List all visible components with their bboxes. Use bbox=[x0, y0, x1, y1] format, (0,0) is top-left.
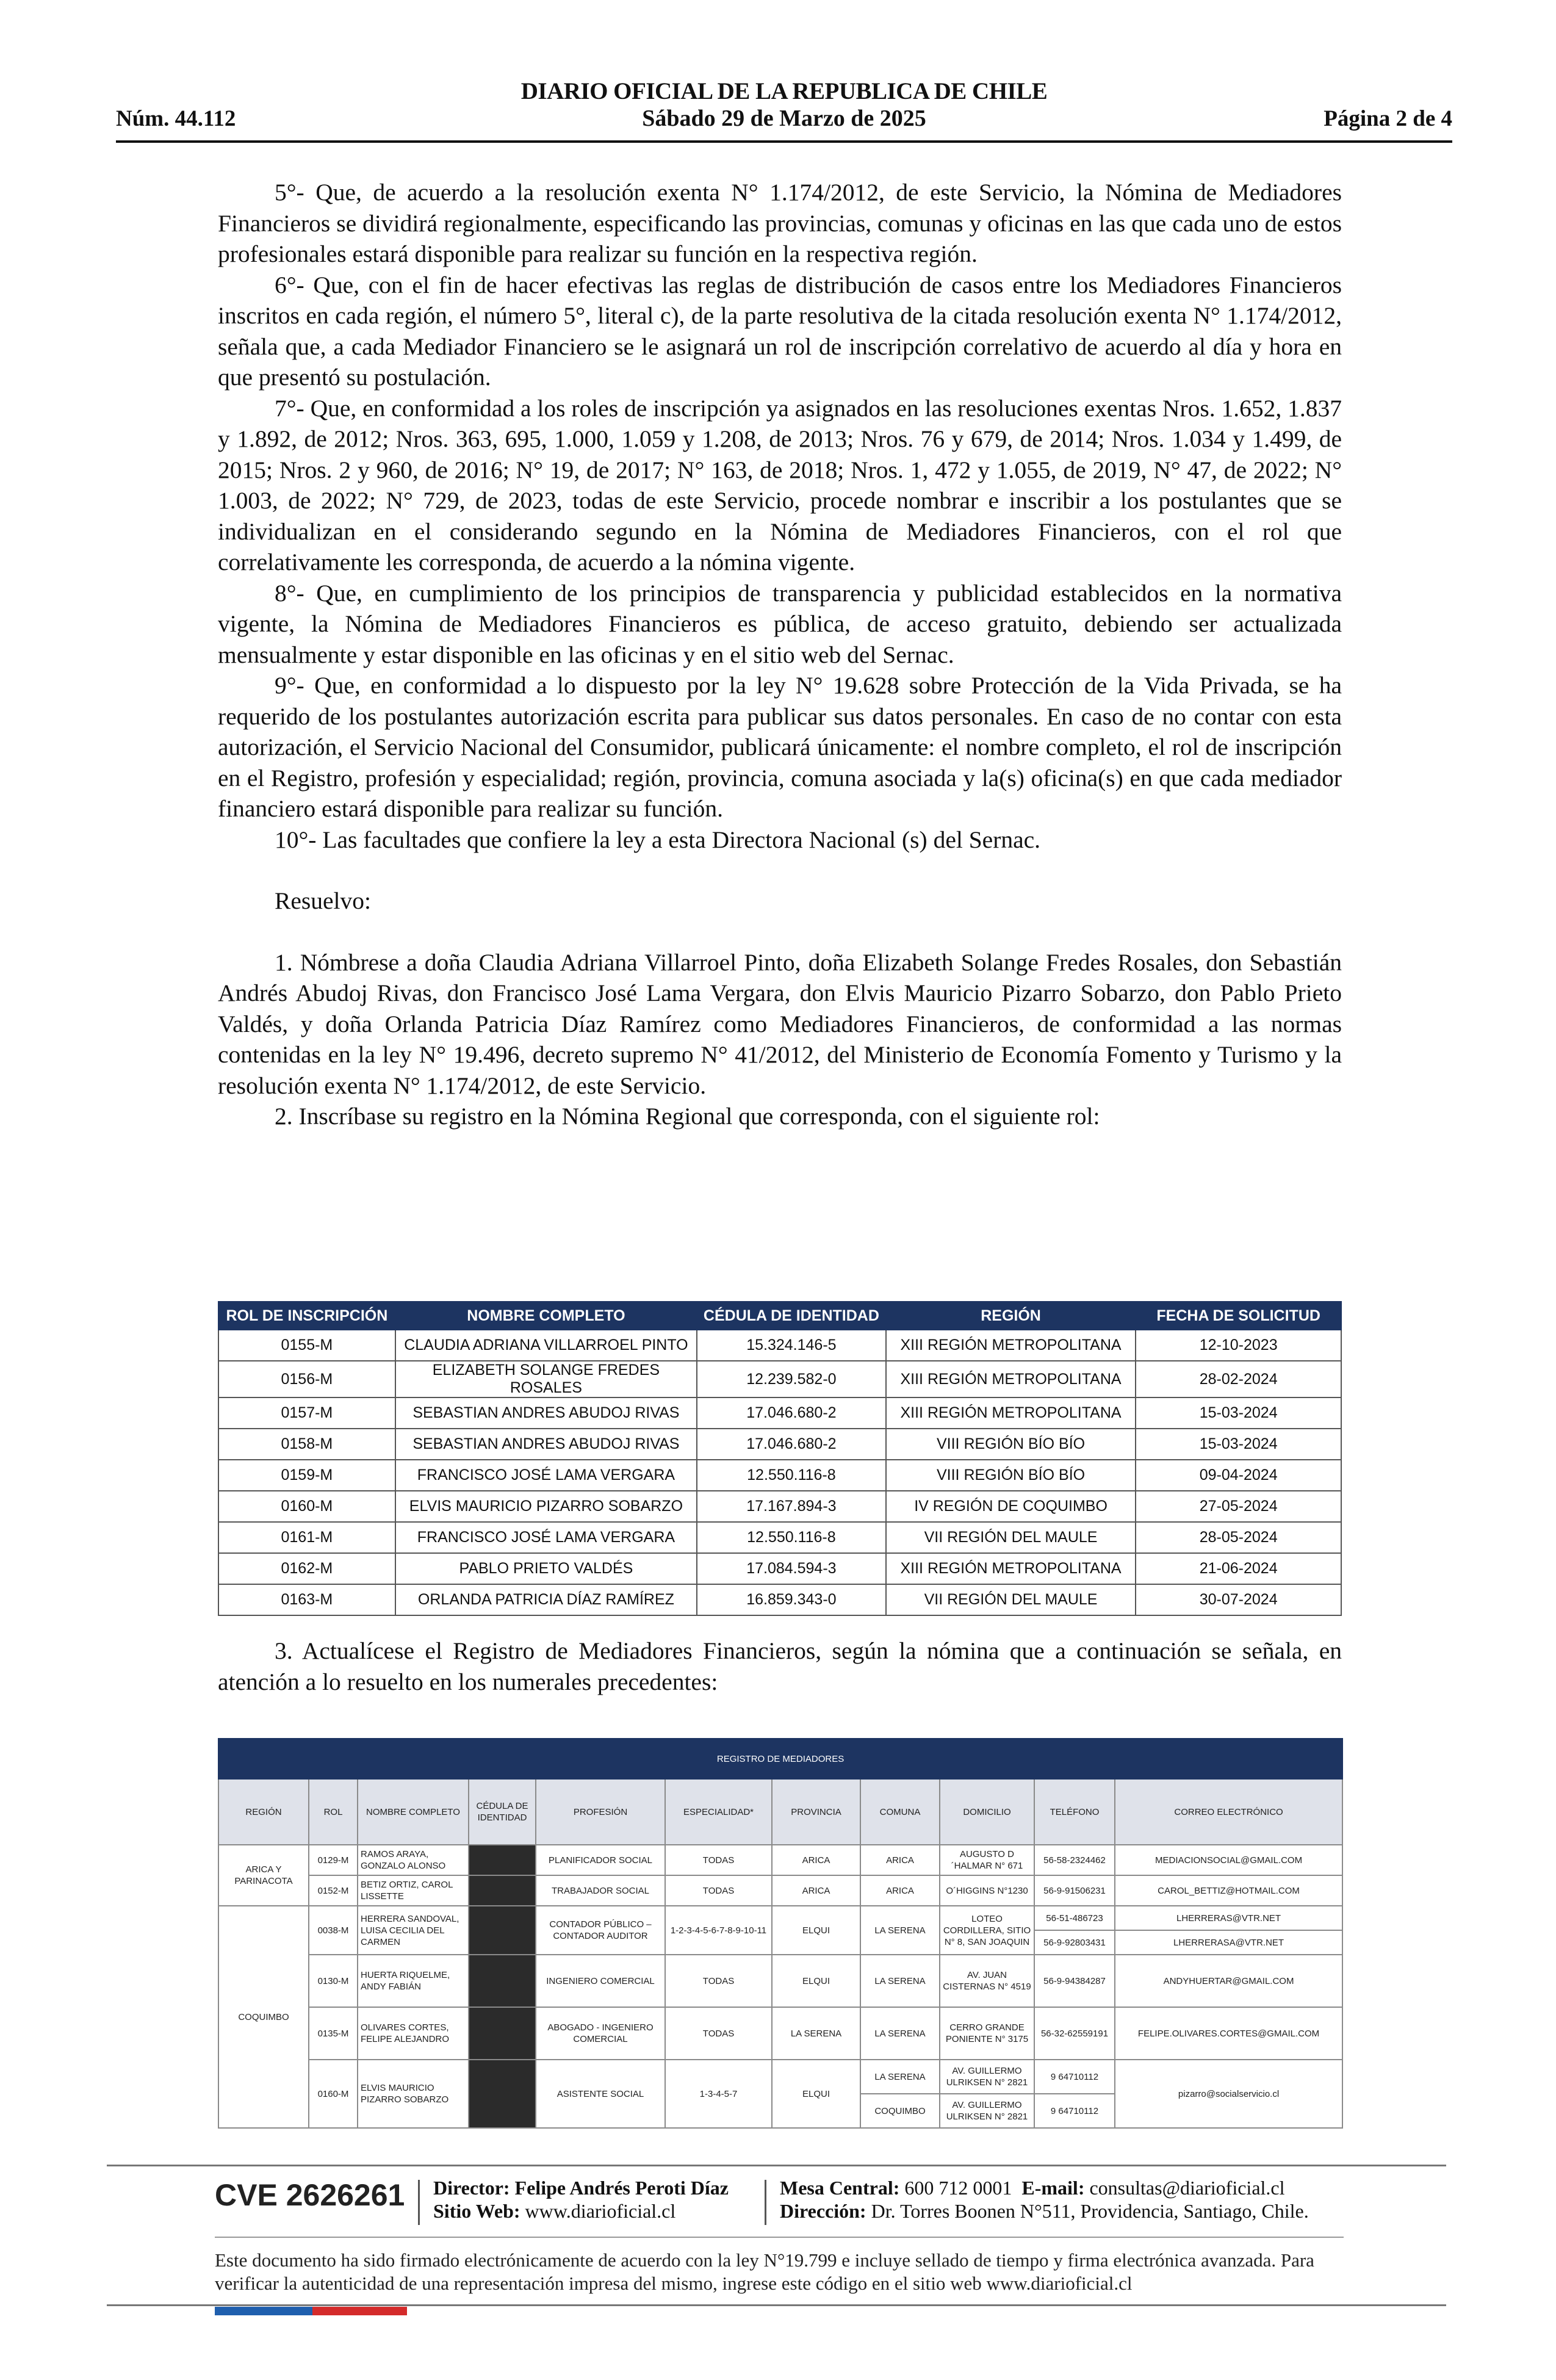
cell-cedula-redacted bbox=[469, 1875, 536, 1906]
cell-cedula: 12.550.116-8 bbox=[697, 1460, 886, 1491]
registry-title: REGISTRO DE MEDIADORES bbox=[218, 1739, 1342, 1779]
cell-especialidad: TODAS bbox=[665, 1845, 772, 1875]
cell-region: XIII REGIÓN METROPOLITANA bbox=[886, 1361, 1136, 1397]
cell-cedula: 16.859.343-0 bbox=[697, 1584, 886, 1615]
cell-nombre: FRANCISCO JOSÉ LAMA VERGARA bbox=[395, 1460, 697, 1491]
cell-profesion: ASISTENTE SOCIAL bbox=[536, 2060, 665, 2128]
column-header: ROL DE INSCRIPCIÓN bbox=[218, 1302, 395, 1330]
issue-number: Núm. 44.112 bbox=[116, 106, 236, 131]
cell-domicilio: O´HIGGINS N°1230 bbox=[940, 1875, 1034, 1906]
table-row bbox=[218, 1522, 1341, 1553]
cell-region: VIII REGIÓN BÍO BÍO bbox=[886, 1429, 1136, 1460]
column-header: ROL bbox=[309, 1779, 358, 1845]
column-header: NOMBRE COMPLETO bbox=[395, 1302, 697, 1330]
cell-fecha: 27-05-2024 bbox=[1136, 1491, 1341, 1522]
cell-cedula-redacted bbox=[469, 1955, 536, 2007]
cell-cedula-redacted bbox=[469, 2007, 536, 2060]
column-header: CÉDULA DE IDENTIDAD bbox=[697, 1302, 886, 1330]
registry-table bbox=[218, 1738, 1343, 2129]
table-row bbox=[218, 2060, 1342, 2094]
table-header-row bbox=[218, 1779, 1342, 1845]
page-number: Página 2 de 4 bbox=[1324, 106, 1452, 131]
cell-rol: 0160-M bbox=[218, 1491, 395, 1522]
paragraph-7: 7°- Que, en conformidad a los roles de inscripción ya asignados en las resoluciones exentas Nros. 1.652, 1.837 y 1.892, de 2012; Nros. 363, 695, 1.000, 1.059 y 1.208, de 2013; Nros. 76 y 679, de 2014; Nros. 1.034 y 1.499, de 2015; Nros. 2 y 960, de 2016; N° 19, de 2017; N° 163, de 2018; Nros. 1, 472 y 1.055, de 2019, N° 47, de 2022; N° 1.003, de 2022; N° 729, de 2023, todas de este Servicio, procede nombrar e inscribir a los postulantes que se individualizan en el considerando segundo en la Nómina de Mediadores Financieros, con el rol que correlativamente les corresponda, de acuerdo a la nómina vigente. bbox=[218, 394, 1342, 575]
cell-rol: 0163-M bbox=[218, 1584, 395, 1615]
director-label: Director: bbox=[433, 2177, 510, 2199]
mesa-phone: 600 712 0001 bbox=[904, 2177, 1012, 2199]
resolution-3-block bbox=[218, 1635, 1342, 1697]
resolution-3: 3. Actualícese el Registro de Mediadores Financieros, según la nómina que a continuación se señala, en atención a lo resuelto en los numerales precedentes: bbox=[218, 1637, 1342, 1695]
cell-nombre: CLAUDIA ADRIANA VILLARROEL PINTO bbox=[395, 1330, 697, 1361]
cell-fecha: 28-05-2024 bbox=[1136, 1522, 1341, 1553]
cell-nombre: FRANCISCO JOSÉ LAMA VERGARA bbox=[395, 1522, 697, 1553]
address: Dr. Torres Boonen N°511, Providencia, Santiago, Chile. bbox=[871, 2200, 1309, 2222]
cell-nombre: RAMOS ARAYA, GONZALO ALONSO bbox=[358, 1845, 469, 1875]
table-header-row bbox=[218, 1302, 1341, 1330]
cell-comuna: ARICA bbox=[860, 1875, 940, 1906]
cell-cedula: 12.550.116-8 bbox=[697, 1522, 886, 1553]
masthead-title: DIARIO OFICIAL DE LA REPUBLICA DE CHILE bbox=[520, 78, 1048, 104]
cell-comuna: LA SERENA bbox=[860, 2007, 940, 2060]
cell-rol: 0161-M bbox=[218, 1522, 395, 1553]
table-row bbox=[218, 1875, 1342, 1906]
cell-profesion: TRABAJADOR SOCIAL bbox=[536, 1875, 665, 1906]
column-header: REGIÓN bbox=[218, 1779, 309, 1845]
cell-rol: 0038-M bbox=[309, 1906, 358, 1955]
cell-correo: FELIPE.OLIVARES.CORTES@GMAIL.COM bbox=[1115, 2007, 1342, 2060]
cell-comuna: LA SERENA bbox=[860, 1955, 940, 2007]
address-label: Dirección: bbox=[780, 2200, 866, 2222]
flag-bar-red bbox=[312, 2307, 407, 2315]
page-header bbox=[116, 78, 1452, 143]
cell-telefono: 56-58-2324462 bbox=[1034, 1845, 1115, 1875]
footer-divider-bottom bbox=[107, 2304, 1446, 2306]
masthead bbox=[116, 78, 1452, 132]
column-header: PROVINCIA bbox=[772, 1779, 860, 1845]
cell-cedula: 17.046.680-2 bbox=[697, 1397, 886, 1429]
cell-rol: 0135-M bbox=[309, 2007, 358, 2060]
footer-divider-mid bbox=[215, 2237, 1344, 2238]
cell-rol: 0159-M bbox=[218, 1460, 395, 1491]
cell-cedula-redacted bbox=[469, 1845, 536, 1875]
cell-especialidad: 1-3-4-5-7 bbox=[665, 2060, 772, 2128]
cell-nombre: HERRERA SANDOVAL, LUISA CECILIA DEL CARMEN bbox=[358, 1906, 469, 1955]
table-row bbox=[218, 1553, 1341, 1584]
cell-rol: 0156-M bbox=[218, 1361, 395, 1397]
cell-telefono: 9 64710112 bbox=[1034, 2060, 1115, 2094]
cell-region: VII REGIÓN DEL MAULE bbox=[886, 1584, 1136, 1615]
footer-separator bbox=[418, 2180, 420, 2225]
cell-nombre: ELVIS MAURICIO PIZARRO SOBARZO bbox=[358, 2060, 469, 2128]
cell-region: VII REGIÓN DEL MAULE bbox=[886, 1522, 1136, 1553]
cell-region: ARICA Y PARINACOTA bbox=[218, 1845, 309, 1906]
paragraph-6: 6°- Que, con el fin de hacer efectivas las reglas de distribución de casos entre los Mediadores Financieros inscritos en cada región, el número 5°, literal c), de la parte resolutiva de la citada resolución exenta N° 1.174/2012, señala que, a cada Mediador Financiero se le asignará un rol de inscripción correlativo de acuerdo al día y hora en que presentó su postulación. bbox=[218, 271, 1342, 391]
cell-nombre: OLIVARES CORTES, FELIPE ALEJANDRO bbox=[358, 2007, 469, 2060]
cell-nombre: ELVIS MAURICIO PIZARRO SOBARZO bbox=[395, 1491, 697, 1522]
cell-cedula: 12.239.582-0 bbox=[697, 1361, 886, 1397]
paragraph-10: 10°- Las facultades que confiere la ley a esta Directora Nacional (s) del Sernac. bbox=[275, 826, 1041, 853]
cell-comuna: LA SERENA bbox=[860, 1906, 940, 1955]
cell-rol: 0158-M bbox=[218, 1429, 395, 1460]
column-header: REGIÓN bbox=[886, 1302, 1136, 1330]
column-header: CORREO ELECTRÓNICO bbox=[1115, 1779, 1342, 1845]
cell-region: VIII REGIÓN BÍO BÍO bbox=[886, 1460, 1136, 1491]
cell-telefono: 9 64710112 bbox=[1034, 2094, 1115, 2128]
cell-domicilio: AV. JUAN CISTERNAS N° 4519 bbox=[940, 1955, 1034, 2007]
column-header: DOMICILIO bbox=[940, 1779, 1034, 1845]
cell-provincia: ELQUI bbox=[772, 1955, 860, 2007]
cell-nombre: ELIZABETH SOLANGE FREDES ROSALES bbox=[395, 1361, 697, 1397]
paragraph-9: 9°- Que, en conformidad a lo dispuesto por la ley N° 19.628 sobre Protección de la Vida Privada, se ha requerido de los postulantes autorización escrita para publicar sus datos personales. En caso de no contar con esta autorización, el Servicio Nacional del Consumidor, publicará únicamente: el nombre completo, el rol de inscripción en el Registro, profesión y especialidad; región, provincia, comuna asociada y la(s) oficina(s) en que cada mediador financiero estará disponible para realizar su función. bbox=[218, 672, 1342, 822]
cell-domicilio: AV. GUILLERMO ULRIKSEN N° 2821 bbox=[940, 2094, 1034, 2128]
column-header: NOMBRE COMPLETO bbox=[358, 1779, 469, 1845]
cell-nombre: HUERTA RIQUELME, ANDY FABIÁN bbox=[358, 1955, 469, 2007]
cell-rol: 0130-M bbox=[309, 1955, 358, 2007]
cell-nombre: ORLANDA PATRICIA DÍAZ RAMÍREZ bbox=[395, 1584, 697, 1615]
cell-fecha: 12-10-2023 bbox=[1136, 1330, 1341, 1361]
resuelvo-heading: Resuelvo: bbox=[275, 887, 371, 914]
cell-telefono: 56-9-91506231 bbox=[1034, 1875, 1115, 1906]
cell-correo: LHERRERAS@VTR.NET bbox=[1115, 1906, 1342, 1930]
table-row bbox=[218, 1491, 1341, 1522]
table-row bbox=[218, 1429, 1341, 1460]
cell-rol: 0157-M bbox=[218, 1397, 395, 1429]
cell-telefono: 56-51-486723 bbox=[1034, 1906, 1115, 1930]
mesa-label: Mesa Central: bbox=[780, 2177, 900, 2199]
flag-bar-blue bbox=[215, 2307, 312, 2315]
cell-fecha: 15-03-2024 bbox=[1136, 1429, 1341, 1460]
cell-telefono: 56-9-94384287 bbox=[1034, 1955, 1115, 2007]
cell-region: XIII REGIÓN METROPOLITANA bbox=[886, 1397, 1136, 1429]
cell-correo: CAROL_BETTIZ@HOTMAIL.COM bbox=[1115, 1875, 1342, 1906]
cell-telefono: 56-9-92803431 bbox=[1034, 1930, 1115, 1955]
cell-profesion: CONTADOR PÚBLICO – CONTADOR AUDITOR bbox=[536, 1906, 665, 1955]
cell-correo: pizarro@socialservicio.cl bbox=[1115, 2060, 1342, 2128]
paragraph-8: 8°- Que, en cumplimiento de los principios de transparencia y publicidad establecidos en la normativa vigente, la Nómina de Mediadores Financieros es pública, de acceso gratuito, debiendo ser actualizada mensualmente y estar disponible en las oficinas y en el sitio web del Sernac. bbox=[218, 579, 1342, 668]
cell-cedula: 17.046.680-2 bbox=[697, 1429, 886, 1460]
cell-cedula: 15.324.146-5 bbox=[697, 1330, 886, 1361]
cell-domicilio: AUGUSTO D´HALMAR N° 671 bbox=[940, 1845, 1034, 1875]
web-link[interactable]: www.diarioficial.cl bbox=[525, 2200, 676, 2222]
cell-nombre: PABLO PRIETO VALDÉS bbox=[395, 1553, 697, 1584]
resolution-2: 2. Inscríbase su registro en la Nómina Regional que corresponda, con el siguiente rol: bbox=[275, 1103, 1100, 1130]
masthead-date: Sábado 29 de Marzo de 2025 bbox=[642, 106, 926, 131]
cell-correo: ANDYHUERTAR@GMAIL.COM bbox=[1115, 1955, 1342, 2007]
cell-profesion: ABOGADO - INGENIERO COMERCIAL bbox=[536, 2007, 665, 2060]
cell-especialidad: 1-2-3-4-5-6-7-8-9-10-11 bbox=[665, 1906, 772, 1955]
roles-table bbox=[218, 1301, 1342, 1616]
cell-rol: 0152-M bbox=[309, 1875, 358, 1906]
cell-cedula-redacted bbox=[469, 2060, 536, 2128]
cell-rol: 0160-M bbox=[309, 2060, 358, 2128]
column-header: COMUNA bbox=[860, 1779, 940, 1845]
column-header: TELÉFONO bbox=[1034, 1779, 1115, 1845]
signature-notice: Este documento ha sido firmado electrónicamente de acuerdo con la ley N°19.799 e incluye sellado de tiempo y firma electrónica avanzada. Para verificar la autenticidad de una representación impresa del mismo, ingrese este código en el sitio web www.diarioficial.cl bbox=[215, 2249, 1314, 2294]
resolution-1: 1. Nómbrese a doña Claudia Adriana Villarroel Pinto, doña Elizabeth Solange Fredes Rosales, don Sebastián Andrés Abudoj Rivas, don Francisco José Lama Vergara, don Elvis Mauricio Pizarro Sobarzo, don Pablo Prieto Valdés, y doña Orlanda Patricia Díaz Ramírez como Mediadores Financieros, de conformidad a las normas contenidas en la ley N° 19.496, decreto supremo N° 41/2012, del Ministerio de Economía Fomento y Turismo y la resolución exenta N° 1.174/2012, de este Servicio. bbox=[218, 948, 1342, 1099]
cell-domicilio: AV. GUILLERMO ULRIKSEN N° 2821 bbox=[940, 2060, 1034, 2094]
table-row bbox=[218, 1955, 1342, 1991]
cell-fecha: 28-02-2024 bbox=[1136, 1361, 1341, 1397]
table-row bbox=[218, 1330, 1341, 1361]
email-label: E-mail: bbox=[1021, 2177, 1085, 2199]
cell-rol: 0129-M bbox=[309, 1845, 358, 1875]
column-header: CÉDULA DE IDENTIDAD bbox=[469, 1779, 536, 1845]
cell-region: IV REGIÓN DE COQUIMBO bbox=[886, 1491, 1136, 1522]
email-link[interactable]: consultas@diarioficial.cl bbox=[1089, 2177, 1285, 2199]
column-header: FECHA DE SOLICITUD bbox=[1136, 1302, 1341, 1330]
cell-provincia: ELQUI bbox=[772, 2060, 860, 2128]
footer-divider-top bbox=[107, 2165, 1446, 2166]
column-header: ESPECIALIDAD* bbox=[665, 1779, 772, 1845]
table-row bbox=[218, 1361, 1341, 1397]
cell-fecha: 30-07-2024 bbox=[1136, 1584, 1341, 1615]
cell-telefono: 56-32-62559191 bbox=[1034, 2007, 1115, 2060]
cell-provincia: LA SERENA bbox=[772, 2007, 860, 2060]
cell-provincia: ARICA bbox=[772, 1845, 860, 1875]
cell-rol: 0155-M bbox=[218, 1330, 395, 1361]
cell-correo: LHERRERASA@VTR.NET bbox=[1115, 1930, 1342, 1955]
cell-rol: 0162-M bbox=[218, 1553, 395, 1584]
cell-fecha: 21-06-2024 bbox=[1136, 1553, 1341, 1584]
cell-nombre: BETIZ ORTIZ, CAROL LISSETTE bbox=[358, 1875, 469, 1906]
cell-provincia: ARICA bbox=[772, 1875, 860, 1906]
cell-comuna: LA SERENA bbox=[860, 2060, 940, 2094]
cell-domicilio: CERRO GRANDE PONIENTE N° 3175 bbox=[940, 2007, 1034, 2060]
cell-cedula-redacted bbox=[469, 1906, 536, 1955]
paragraph-5: 5°- Que, de acuerdo a la resolución exenta N° 1.174/2012, de este Servicio, la Nómina de Mediadores Financieros se dividirá regionalmente, especificando las provincias, comunas y oficinas en las que cada uno de estos profesionales estará disponible para realizar su función en la respectiva región. bbox=[218, 179, 1342, 267]
cell-profesion: PLANIFICADOR SOCIAL bbox=[536, 1845, 665, 1875]
cell-comuna: COQUIMBO bbox=[860, 2094, 940, 2128]
table-row bbox=[218, 1584, 1341, 1615]
cell-especialidad: TODAS bbox=[665, 1955, 772, 2007]
cell-comuna: ARICA bbox=[860, 1845, 940, 1875]
cell-nombre: SEBASTIAN ANDRES ABUDOJ RIVAS bbox=[395, 1429, 697, 1460]
cell-fecha: 15-03-2024 bbox=[1136, 1397, 1341, 1429]
director-name: Felipe Andrés Peroti Díaz bbox=[514, 2177, 729, 2199]
cell-provincia: ELQUI bbox=[772, 1906, 860, 1955]
cell-nombre: SEBASTIAN ANDRES ABUDOJ RIVAS bbox=[395, 1397, 697, 1429]
cell-fecha: 09-04-2024 bbox=[1136, 1460, 1341, 1491]
cell-region: COQUIMBO bbox=[218, 1906, 309, 2128]
table-row bbox=[218, 1460, 1341, 1491]
cell-region: XIII REGIÓN METROPOLITANA bbox=[886, 1553, 1136, 1584]
cve-code: CVE 2626261 bbox=[215, 2178, 405, 2212]
cell-correo: MEDIACIONSOCIAL@GMAIL.COM bbox=[1115, 1845, 1342, 1875]
footer-director-block bbox=[433, 2176, 729, 2223]
table-row bbox=[218, 1397, 1341, 1429]
table-row bbox=[218, 1845, 1342, 1875]
cell-profesion: INGENIERO COMERCIAL bbox=[536, 1955, 665, 2007]
table-row bbox=[218, 2007, 1342, 2044]
cell-domicilio: LOTEO CORDILLERA, SITIO N° 8, SAN JOAQUIN bbox=[940, 1906, 1034, 1955]
cell-especialidad: TODAS bbox=[665, 1875, 772, 1906]
cell-cedula: 17.084.594-3 bbox=[697, 1553, 886, 1584]
footer-contact-block bbox=[780, 2176, 1309, 2223]
cell-cedula: 17.167.894-3 bbox=[697, 1491, 886, 1522]
cell-especialidad: TODAS bbox=[665, 2007, 772, 2060]
column-header: PROFESIÓN bbox=[536, 1779, 665, 1845]
table-row bbox=[218, 1906, 1342, 1930]
footer-separator bbox=[765, 2180, 766, 2225]
considerandos bbox=[218, 177, 1342, 1132]
cell-region: XIII REGIÓN METROPOLITANA bbox=[886, 1330, 1136, 1361]
web-label: Sitio Web: bbox=[433, 2200, 520, 2222]
